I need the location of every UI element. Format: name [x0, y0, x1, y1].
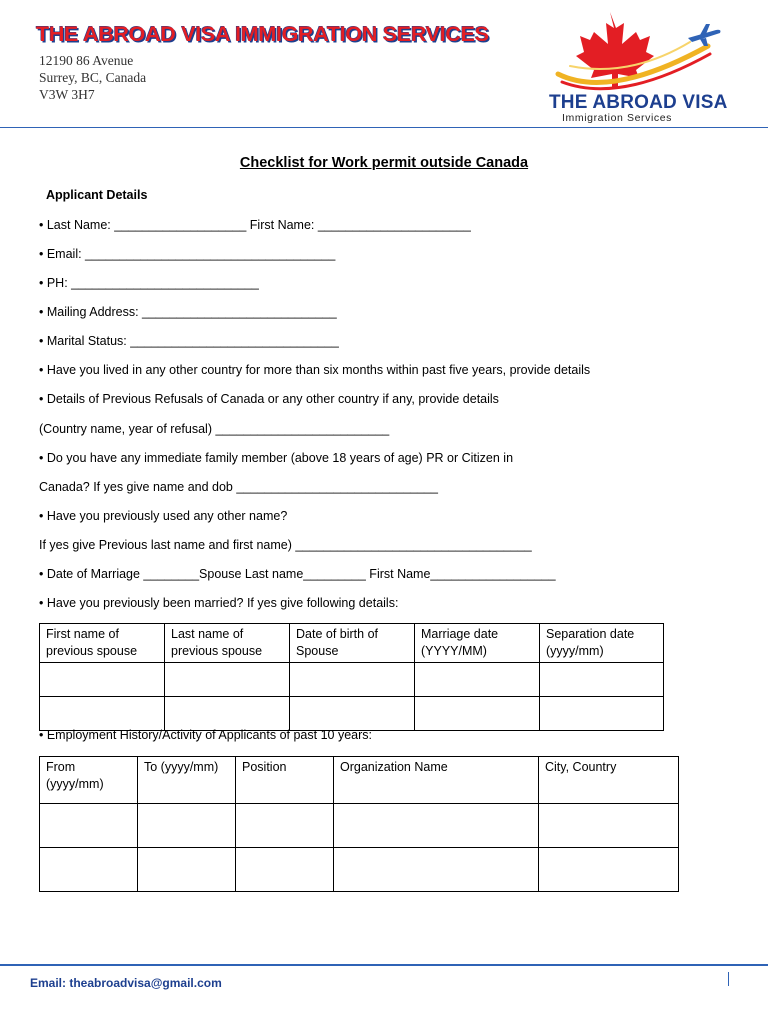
table-cell[interactable]	[236, 848, 334, 892]
footer-email: Email: theabroadvisa@gmail.com	[30, 976, 222, 990]
table-cell[interactable]	[415, 697, 540, 731]
table-row	[40, 697, 664, 731]
table-cell[interactable]	[138, 848, 236, 892]
field-marriage-line: • Date of Marriage ________Spouse Last name_________ First Name__________________	[39, 567, 556, 581]
table-cell[interactable]	[165, 663, 290, 697]
field-phone-line: • PH: ___________________________	[39, 276, 259, 290]
table-header-cell: City, Country	[539, 757, 679, 804]
table-cell[interactable]	[334, 848, 539, 892]
address-line: 12190 86 Avenue	[39, 53, 134, 68]
address-line: Surrey, BC, Canada	[39, 70, 147, 85]
table-cell[interactable]	[40, 697, 165, 731]
table-cell[interactable]	[40, 848, 138, 892]
table-header-cell: Separation date (yyyy/mm)	[540, 624, 664, 663]
logo-tagline: Immigration Services	[562, 112, 673, 124]
table-header-cell: Last name of previous spouse	[165, 624, 290, 663]
table-cell[interactable]	[539, 848, 679, 892]
logo-wordmark: THE ABROAD VISA	[549, 92, 728, 113]
question-lived-abroad: • Have you lived in any other country for more than six months within past five years, provide details	[39, 363, 591, 377]
field-marital-status-line: • Marital Status: ______________________________	[39, 334, 339, 348]
checklist-title: Checklist for Work permit outside Canada	[239, 155, 529, 171]
table-cell[interactable]	[334, 804, 539, 848]
table-cell[interactable]	[290, 663, 415, 697]
field-family-member-line: Canada? If yes give name and dob _____________________________	[39, 480, 438, 494]
question-previous-refusals: • Details of Previous Refusals of Canada or any other country if any, provide details	[39, 392, 499, 406]
table-cell[interactable]	[540, 697, 664, 731]
field-email-line: • Email: ____________________________________	[39, 247, 336, 261]
table-header-cell: Position	[236, 757, 334, 804]
company-name: THE ABROAD VISA IMMIGRATION SERVICES	[36, 22, 489, 46]
table-row	[40, 663, 664, 697]
question-family-member: • Do you have any immediate family member (above 18 years of age) PR or Citizen in	[39, 451, 514, 465]
table-cell[interactable]	[40, 663, 165, 697]
field-mailing-address-line: • Mailing Address: ____________________________	[39, 305, 337, 319]
table-header-cell: To (yyyy/mm)	[138, 757, 236, 804]
page-marker	[728, 972, 729, 986]
table-header-row	[40, 624, 664, 663]
section-heading: Applicant Details	[46, 188, 148, 202]
table-cell[interactable]	[165, 697, 290, 731]
field-name-line: • Last Name: ___________________ First Name: ______________________	[39, 218, 471, 232]
table-header-cell: From (yyyy/mm)	[40, 757, 138, 804]
employment-history-table	[39, 756, 679, 892]
field-refusal-details-line: (Country name, year of refusal) _________________________	[39, 422, 390, 436]
table-cell[interactable]	[236, 804, 334, 848]
table-header-cell: Organization Name	[334, 757, 539, 804]
footer-divider	[0, 964, 768, 966]
question-previously-married: • Have you previously been married? If yes give following details:	[39, 596, 399, 610]
table-header-cell: Marriage date (YYYY/MM)	[415, 624, 540, 663]
employment-history-intro: • Employment History/Activity of Applicants of past 10 years:	[39, 728, 372, 742]
table-row	[40, 848, 679, 892]
table-cell[interactable]	[415, 663, 540, 697]
table-header-row	[40, 757, 679, 804]
company-address	[39, 52, 146, 103]
airplane-icon	[688, 24, 721, 46]
address-line: V3W 3H7	[39, 87, 95, 102]
table-cell[interactable]	[290, 697, 415, 731]
question-other-name: • Have you previously used any other name?	[39, 509, 288, 523]
table-cell[interactable]	[539, 804, 679, 848]
table-header-cell: First name of previous spouse	[40, 624, 165, 663]
table-header-cell: Date of birth of Spouse	[290, 624, 415, 663]
previous-spouse-table	[39, 623, 664, 731]
table-row	[40, 804, 679, 848]
table-cell[interactable]	[138, 804, 236, 848]
header-divider	[0, 127, 768, 128]
table-cell[interactable]	[40, 804, 138, 848]
table-cell[interactable]	[540, 663, 664, 697]
field-previous-name-line: If yes give Previous last name and first name) __________________________________	[39, 538, 532, 552]
